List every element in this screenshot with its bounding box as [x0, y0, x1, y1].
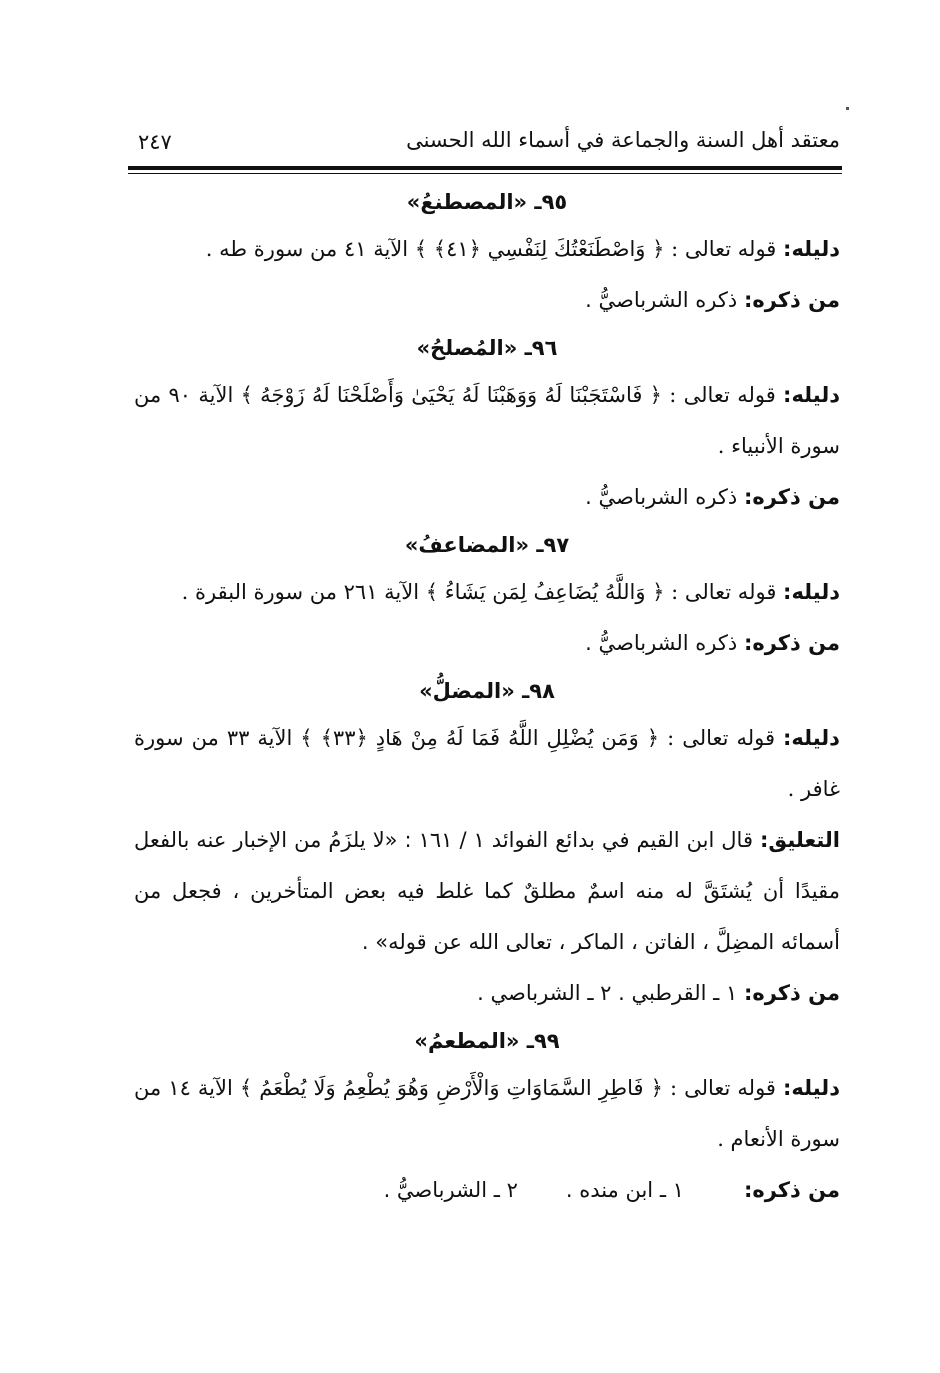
mentioned-by-item: ٢ ـ الشرباصيُّ . [383, 1178, 518, 1202]
mentioned-by-label: من ذكره: [743, 631, 840, 655]
mentioned-by-label: من ذكره: [743, 981, 840, 1005]
evidence-paragraph [134, 1063, 840, 1165]
name-entry [134, 180, 840, 326]
page-body [134, 180, 840, 1216]
mentioned-by-item: ١ ـ ابن منده . [565, 1178, 684, 1202]
evidence-text: قوله تعالى : ﴿ وَمَن يُضْلِلِ اللَّهُ فَمَا لَهُ مِنْ هَادٍ ﴿٣٣﴾ ﴾ الآية ٣٣ من سورة غافر . [134, 726, 840, 801]
mentioned-by-label: من ذكره: [743, 1178, 840, 1202]
evidence-text: قوله تعالى : ﴿ وَاصْطَنَعْتُكَ لِنَفْسِي ﴿٤١﴾ ﴾ الآية ٤١ من سورة طه . [205, 237, 777, 261]
mentioned-by-text: ١ ـ القرطبي . ٢ ـ الشرباصي . [477, 981, 738, 1005]
name-entry [134, 523, 840, 669]
mentioned-by-label: من ذكره: [743, 485, 840, 509]
mentioned-by-paragraph [134, 968, 840, 1019]
running-header-title: معتقد أهل السنة والجماعة في أسماء الله الحسنى [406, 128, 840, 152]
mentioned-by-text: ذكره الشرباصيُّ . [585, 288, 738, 312]
mentioned-by-paragraph [134, 1165, 840, 1216]
name-entry [134, 1019, 840, 1216]
header-rule-thin [128, 173, 842, 174]
entry-heading: ٩٨ـ «المضلُّ» [419, 679, 555, 703]
page-number: ٢٤٧ [138, 130, 172, 154]
commentary-paragraph [134, 815, 840, 968]
evidence-text: قوله تعالى : ﴿ فَاسْتَجَبْنَا لَهُ وَوَهَبْنَا لَهُ يَحْيَىٰ وَأَصْلَحْنَا لَهُ زَوْجَهُ ﴾ الآية ٩٠ من سورة الأنبياء . [134, 383, 840, 458]
evidence-paragraph [134, 713, 840, 815]
evidence-text: قوله تعالى : ﴿ وَاللَّهُ يُضَاعِفُ لِمَن يَشَاءُ ﴾ الآية ٢٦١ من سورة البقرة . [181, 580, 777, 604]
commentary-text: قال ابن القيم في بدائع الفوائد ١ / ١٦١ : «لا يلزَمُ من الإخبار عنه بالفعل مقيدًا أن يُشتَقَّ له منه اسمٌ مطلقٌ كما غلط فيه بعض المتأخرين ، فجعل من أسمائه المضِلَّ ، الفاتن ، الماكر ، تعالى الله عن قوله» . [134, 828, 840, 954]
mentioned-by-text: ذكره الشرباصيُّ . [585, 485, 738, 509]
entry-heading: ٩٩ـ «المطعمُ» [414, 1029, 560, 1053]
evidence-label: دليله: [783, 1076, 840, 1100]
name-entry [134, 669, 840, 1019]
entry-heading: ٩٥ـ «المصطنعُ» [406, 190, 568, 214]
evidence-label: دليله: [783, 237, 840, 261]
evidence-label: دليله: [783, 383, 840, 407]
mentioned-by-paragraph [134, 275, 840, 326]
evidence-paragraph [134, 224, 840, 275]
mentioned-by-label: من ذكره: [743, 288, 840, 312]
mentioned-by-paragraph [134, 618, 840, 669]
entry-heading: ٩٧ـ «المضاعفُ» [404, 533, 570, 557]
evidence-paragraph [134, 370, 840, 472]
scan-speck [846, 107, 849, 110]
evidence-label: دليله: [783, 726, 840, 750]
header-rule-thick [128, 166, 842, 170]
commentary-label: التعليق: [760, 828, 840, 852]
running-header [128, 120, 840, 160]
mentioned-by-text: ذكره الشرباصيُّ . [585, 631, 738, 655]
evidence-paragraph [134, 567, 840, 618]
mentioned-by-paragraph [134, 472, 840, 523]
evidence-text: قوله تعالى : ﴿ فَاطِرِ السَّمَاوَاتِ وَالْأَرْضِ وَهُوَ يُطْعِمُ وَلَا يُطْعَمُ ﴾ الآية ١٤ من سورة الأنعام . [134, 1076, 840, 1151]
name-entry [134, 326, 840, 523]
evidence-label: دليله: [783, 580, 840, 604]
entry-heading: ٩٦ـ «المُصلحُ» [416, 336, 558, 360]
